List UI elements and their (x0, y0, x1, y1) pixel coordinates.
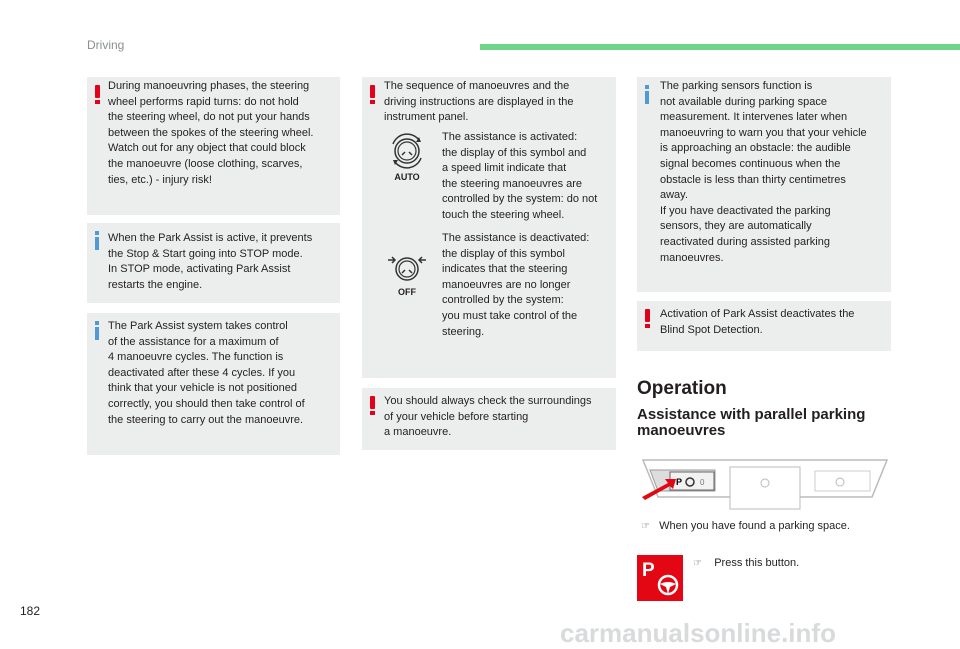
warning-icon (370, 396, 375, 415)
warning-text: During manoeuvring phases, the steering wheel performs rapid turns: do not hold the steering wheel, do not put your hands between the spokes of the steering wheel. Watch out for any object that could block the manoeuvre (loose clothing, scarves, ties, etc.) - injury risk! (108, 80, 314, 186)
info-text: The parking sensors function is not available during parking space measurement. It intervenes later when manoeuvring to warn you that your vehicle is approaching an obstacle: the audible signal becomes continuous when the obstacle is less than thirty centimetres away. If you have deactivated the parking sensors, they are automatically reactivated during assisted parking manoeuvres. (660, 80, 867, 264)
step-text: When you have found a parking space. (659, 520, 850, 532)
steering-auto-icon (388, 132, 426, 182)
off-text: The assistance is deactivated: the display of this symbol indicates that the steering manoeuvres are no longer controlled by the system: you must take control of the steering. (442, 232, 590, 338)
warning-icon (95, 85, 100, 104)
subheading-parallel-parking: Assistance with parallel parking manoeuvres (637, 406, 866, 439)
page-number: 182 (20, 604, 41, 618)
warning-text: Activation of Park Assist deactivates the Blind Spot Detection. (660, 308, 855, 336)
warning-box (87, 77, 340, 215)
info-icon (95, 321, 99, 340)
svg-text:P: P (676, 477, 683, 487)
park-assist-button-icon (637, 555, 683, 601)
control-panel-illustration (640, 457, 890, 518)
warning-icon (370, 85, 375, 104)
watermark: carmanualsonline.info (560, 618, 836, 648)
warning-box (362, 77, 616, 378)
step-text: Press this button. (714, 557, 800, 569)
info-text: When the Park Assist is active, it prevents the Stop & Start going into STOP mode. In STOP mode, activating Park Assist restarts the engine. (108, 232, 313, 291)
heading-operation: Operation (637, 378, 727, 399)
step-press-button (693, 556, 893, 572)
steering-off-icon (388, 252, 426, 297)
warning-text: You should always check the surroundings of your vehicle before starting a manoeuvre. (384, 395, 592, 439)
warning-box (362, 388, 616, 450)
auto-label: AUTO (394, 172, 420, 182)
section-title: Driving (87, 38, 125, 52)
info-icon (95, 231, 99, 250)
info-icon (645, 85, 649, 104)
pointer-bullet-icon: ☞ (693, 558, 702, 569)
step-find-space (641, 519, 891, 535)
info-box (87, 223, 340, 303)
warning-box (637, 301, 891, 351)
info-box (87, 313, 340, 455)
auto-text: The assistance is activated: the display of this symbol and a speed limit indicate that the steering manoeuvres are controlled by the system: do not touch the steering wheel. (442, 131, 598, 221)
pointer-bullet-icon: ☞ (641, 521, 650, 532)
park-label: P (642, 560, 655, 581)
info-text: The Park Assist system takes control of the assistance for a maximum of 4 manoeuvre cycles. The function is deactivated after these 4 cycles. If you think that your vehicle is not positioned correctly, you should then take control of the steering to carry out the manoeuvre. (108, 320, 305, 426)
off-label: OFF (398, 287, 416, 297)
info-box (637, 77, 891, 292)
intro-text: The sequence of manoeuvres and the driving instructions are displayed in the instrument panel. (384, 80, 574, 124)
section-bar (480, 44, 960, 50)
warning-icon (645, 309, 650, 328)
svg-text:0: 0 (700, 478, 705, 487)
